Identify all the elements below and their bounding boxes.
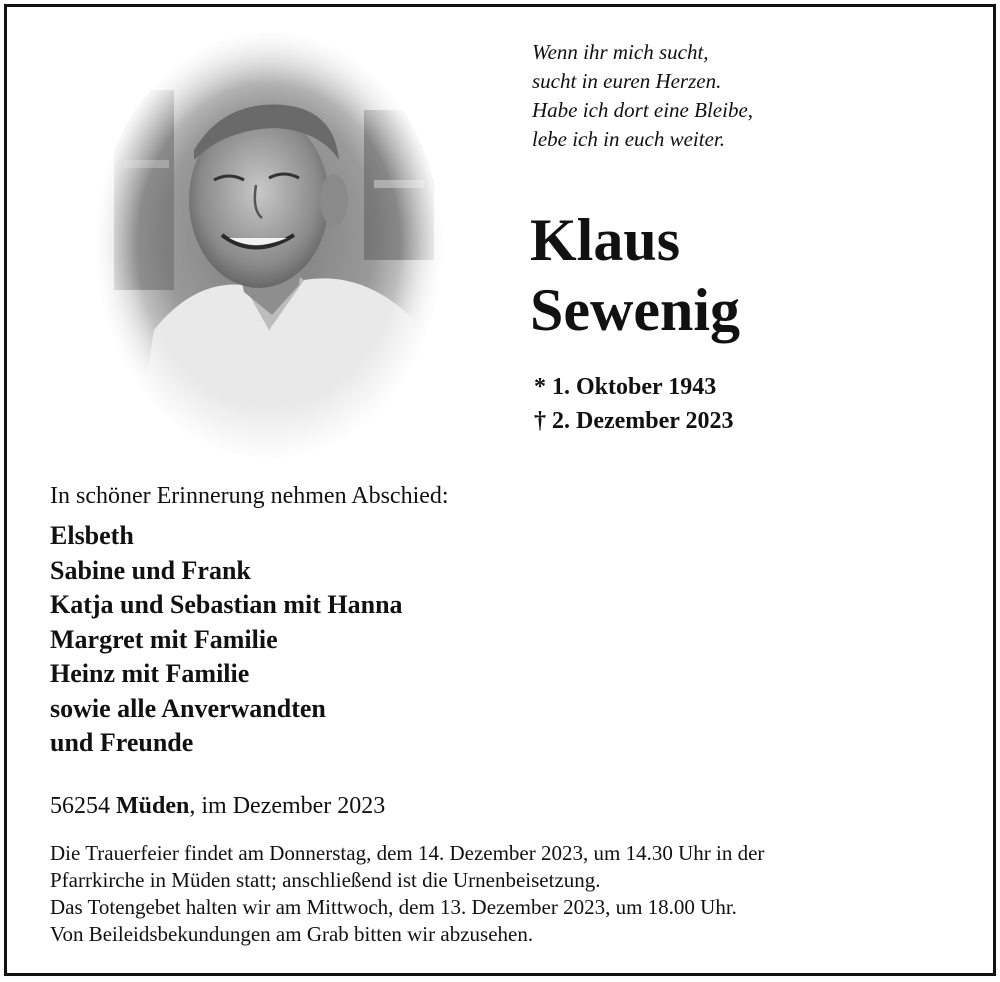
mourner: Heinz mit Familie bbox=[50, 659, 250, 688]
life-dates bbox=[534, 370, 734, 438]
mourner: sowie alle Anverwandten bbox=[50, 693, 326, 723]
poem-line: Wenn ihr mich sucht, bbox=[532, 40, 709, 64]
portrait-photo bbox=[94, 30, 444, 460]
place-and-date bbox=[50, 791, 385, 821]
first-name: Klaus bbox=[530, 207, 681, 273]
deceased-name bbox=[530, 205, 740, 345]
poem bbox=[532, 38, 753, 154]
notice-line: Von Beileidsbekundungen am Grab bitten wir abzusehen. bbox=[50, 922, 534, 946]
notice-line: Pfarrkirche in Müden statt; anschließend ist die Urnenbeisetzung. bbox=[50, 868, 601, 892]
notice-line: Die Trauerfeier findet am Donnerstag, dem 14. Dezember 2023, um 14.30 Uhr in der bbox=[50, 841, 765, 865]
mourner: und Freunde bbox=[50, 728, 194, 757]
mourner: Katja und Sebastian mit Hanna bbox=[50, 590, 403, 619]
town: Müden bbox=[116, 793, 190, 819]
poem-line: sucht in euren Herzen. bbox=[532, 69, 722, 93]
mourners-list bbox=[50, 519, 403, 761]
notice-line: Das Totengebet halten wir am Mittwoch, dem 13. Dezember 2023, um 18.00 Uhr. bbox=[50, 895, 737, 919]
mourner: Margret mit Familie bbox=[50, 624, 278, 654]
mourner: Elsbeth bbox=[50, 521, 134, 550]
birth-date: * 1. Oktober 1943 bbox=[534, 374, 717, 400]
postal-code: 56254 bbox=[50, 793, 110, 819]
poem-line: lebe ich in euch weiter. bbox=[532, 127, 726, 151]
poem-line: Habe ich dort eine Bleibe, bbox=[532, 98, 754, 122]
last-name: Sewenig bbox=[530, 277, 740, 343]
date-text: , im Dezember 2023 bbox=[189, 793, 386, 819]
farewell-intro: In schöner Erinnerung nehmen Abschied: bbox=[50, 483, 449, 509]
death-date: † 2. Dezember 2023 bbox=[534, 408, 734, 434]
funeral-notice bbox=[50, 840, 980, 948]
mourner: Sabine und Frank bbox=[50, 555, 251, 585]
